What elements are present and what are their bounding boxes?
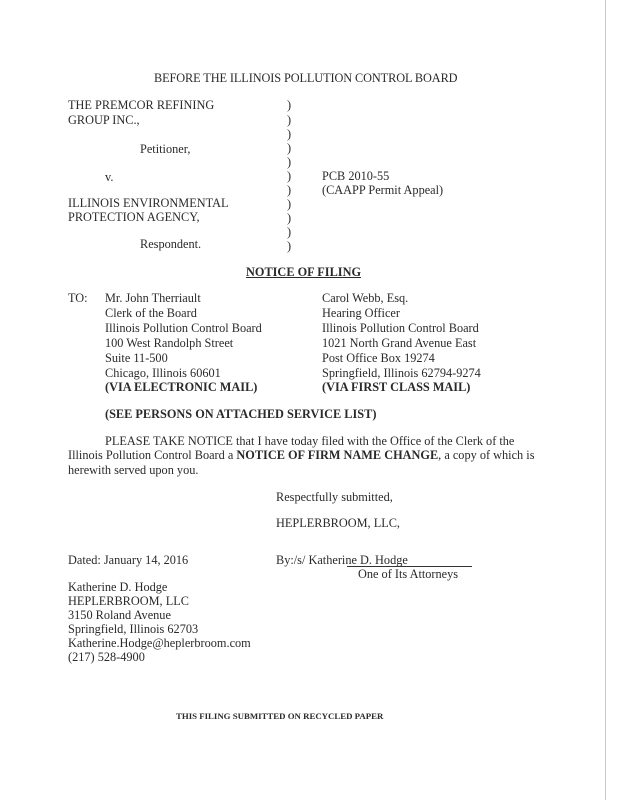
recipient-right-line: Post Office Box 19274 [322, 351, 435, 365]
recipient-right-method: (VIA FIRST CLASS MAIL) [322, 380, 471, 394]
petitioner-role: Petitioner, [140, 142, 191, 156]
case-number: PCB 2010-55 [322, 169, 390, 183]
caption-paren: ) [287, 141, 292, 155]
recipient-left-method: (VIA ELECTRONIC MAIL) [105, 380, 258, 394]
caption-paren: ) [287, 98, 292, 112]
recipient-left-line: Suite 11-500 [105, 351, 168, 365]
body-line-2-post: , a copy of which is [438, 448, 535, 462]
recipient-left-line: Illinois Pollution Control Board [105, 321, 262, 335]
recipient-right-line: Carol Webb, Esq. [322, 291, 409, 305]
caption-paren: ) [287, 169, 292, 183]
recipient-left-line: 100 West Randolph Street [105, 336, 234, 350]
firm-name: HEPLERBROOM, LLC, [276, 516, 401, 530]
notice-title: NOTICE OF FILING [246, 265, 362, 279]
body-line-2-pre: Illinois Pollution Control Board a [68, 448, 237, 462]
caption-paren: ) [287, 225, 292, 239]
versus: v. [105, 170, 114, 184]
recipient-left-line: Mr. John Therriault [105, 291, 201, 305]
court-heading: BEFORE THE ILLINOIS POLLUTION CONTROL BOARD [154, 71, 458, 85]
recipient-left-line: Chicago, Illinois 60601 [105, 366, 221, 380]
attorney-line: HEPLERBROOM, LLC [68, 594, 189, 608]
recycled-paper-footer: THIS FILING SUBMITTED ON RECYCLED PAPER [176, 711, 384, 721]
attorney-line: Springfield, Illinois 62703 [68, 622, 199, 636]
respondent-name-line2: PROTECTION AGENCY, [68, 210, 200, 224]
recipient-right-line: Hearing Officer [322, 306, 400, 320]
attorney-line: 3150 Roland Avenue [68, 608, 171, 622]
recipient-right-line: Illinois Pollution Control Board [322, 321, 479, 335]
attorney-line: Katherine D. Hodge [68, 580, 168, 594]
petitioner-name-line1: THE PREMCOR REFINING [68, 98, 215, 112]
signature-role: One of Its Attorneys [358, 567, 459, 581]
document-name: NOTICE OF FIRM NAME CHANGE [236, 448, 439, 462]
scan-edge [605, 0, 606, 800]
caption-paren: ) [287, 127, 292, 141]
body-line-2 [68, 448, 534, 463]
dated: Dated: January 14, 2016 [68, 553, 189, 567]
recipient-right-line: 1021 North Grand Avenue East [322, 336, 477, 350]
recipient-right-line: Springfield, Illinois 62794-9274 [322, 366, 481, 380]
respondent-role: Respondent. [140, 237, 202, 251]
body-line-3: herewith served upon you. [68, 463, 199, 477]
caption-paren: ) [287, 183, 292, 197]
respectfully-submitted: Respectfully submitted, [276, 490, 393, 504]
recipient-left-line: Clerk of the Board [105, 306, 197, 320]
caption-paren: ) [287, 197, 292, 211]
service-list-note: (SEE PERSONS ON ATTACHED SERVICE LIST) [105, 407, 377, 421]
caption-paren: ) [287, 155, 292, 169]
signature-by: By:/s/ Katherine D. Hodge [276, 553, 408, 567]
respondent-name-line1: ILLINOIS ENVIRONMENTAL [68, 196, 229, 210]
caption-paren: ) [287, 239, 292, 253]
case-type: (CAAPP Permit Appeal) [322, 183, 444, 197]
caption-paren: ) [287, 113, 292, 127]
body-line-1: PLEASE TAKE NOTICE that I have today filed with the Office of the Clerk of the [105, 434, 515, 448]
petitioner-name-line2: GROUP INC., [68, 113, 140, 127]
to-label: TO: [68, 291, 88, 305]
attorney-phone: (217) 528-4900 [68, 650, 145, 664]
caption-paren: ) [287, 211, 292, 225]
attorney-email: Katherine.Hodge@heplerbroom.com [68, 636, 251, 650]
